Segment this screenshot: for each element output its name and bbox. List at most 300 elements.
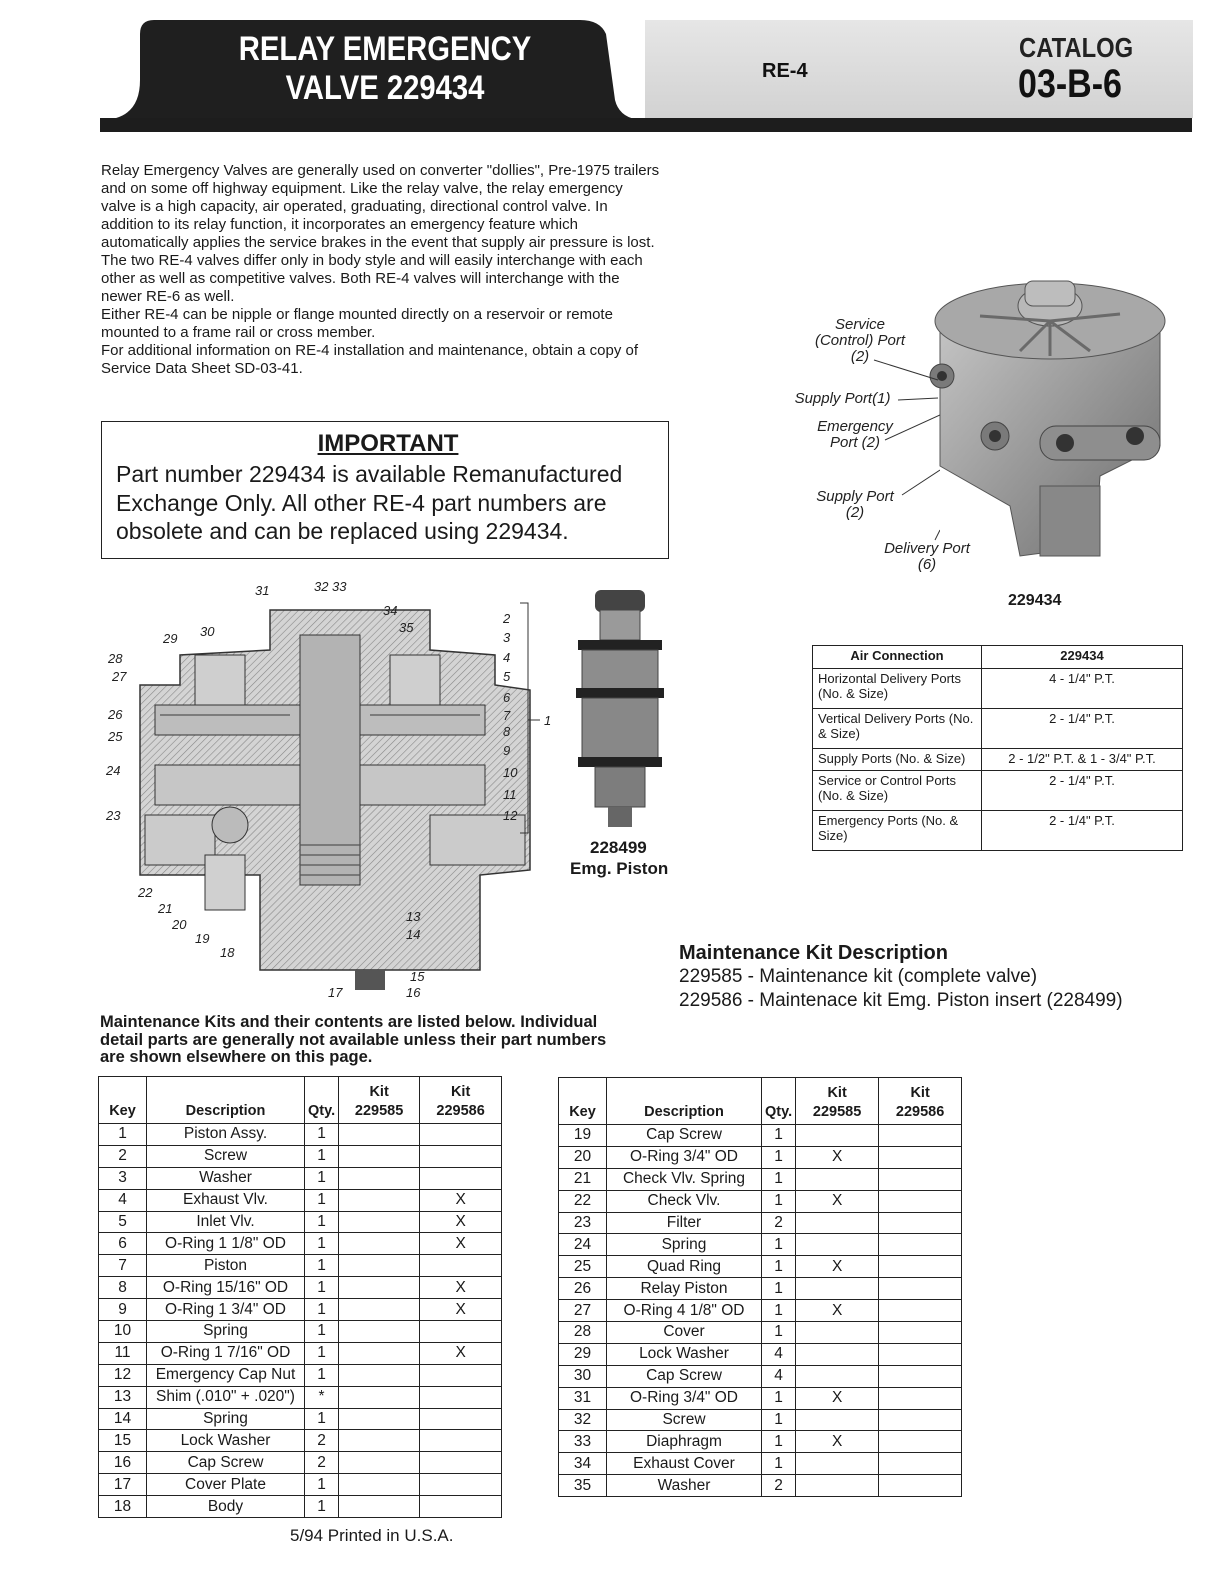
cell-key: 28 <box>559 1322 607 1344</box>
cell-qty: 1 <box>762 1387 796 1409</box>
label-delivery-port: Delivery Port (6) <box>884 540 970 573</box>
air-table-cell: 2 - 1/4" P.T. <box>982 709 1183 749</box>
air-table-cell: 2 - 1/4" P.T. <box>982 811 1183 851</box>
air-table-cell: Service or Control Ports (No. & Size) <box>813 771 982 811</box>
svg-text:14: 14 <box>406 927 421 942</box>
cell-description: Exhaust Vlv. <box>147 1189 305 1211</box>
valve-cross-section-diagram <box>100 575 560 1005</box>
col-kit1: Kit 229585 <box>339 1077 420 1124</box>
svg-text:11: 11 <box>503 787 517 802</box>
table-row <box>559 1278 962 1300</box>
cell-description: Quad Ring <box>607 1256 762 1278</box>
cell-key: 15 <box>99 1430 147 1452</box>
intro-text <box>101 162 661 378</box>
table-row <box>559 1343 962 1365</box>
cell-kit2: X <box>420 1189 502 1211</box>
cell-key: 32 <box>559 1409 607 1431</box>
svg-text:33: 33 <box>332 579 347 594</box>
cell-kit1 <box>796 1322 879 1344</box>
cell-kit1 <box>339 1124 420 1146</box>
table-row <box>99 1321 502 1343</box>
col-kit1: Kit 229585 <box>796 1078 879 1125</box>
intro-paragraph: Relay Emergency Valves are generally used on converter "dollies", Pre-1975 trailers and on some off highway equipment. Like the relay valve, the relay emergency valve is a high capacity, air operated, graduating, directional control valve. In addition to its relay function, it incorporates an emergency feature which automatically applies the service brakes in the event that supply air pressure is lost. <box>101 162 660 251</box>
cell-key: 26 <box>559 1278 607 1300</box>
col-key: Key <box>99 1077 147 1124</box>
cell-key: 24 <box>559 1234 607 1256</box>
cell-kit2 <box>420 1145 502 1167</box>
table-row <box>99 1342 502 1364</box>
cell-description: Body <box>147 1496 305 1518</box>
table-row <box>559 1234 962 1256</box>
cell-key: 19 <box>559 1125 607 1147</box>
cell-key: 10 <box>99 1321 147 1343</box>
svg-text:9: 9 <box>503 743 511 758</box>
svg-text:1: 1 <box>544 713 552 728</box>
cell-description: Inlet Vlv. <box>147 1211 305 1233</box>
cell-kit2 <box>420 1474 502 1496</box>
cell-kit1 <box>339 1474 420 1496</box>
cell-kit2 <box>879 1212 962 1234</box>
table-row <box>559 1256 962 1278</box>
cell-kit1 <box>339 1189 420 1211</box>
cell-key: 12 <box>99 1364 147 1386</box>
cell-description: Piston Assy. <box>147 1124 305 1146</box>
table-row <box>99 1211 502 1233</box>
cell-qty: 2 <box>762 1475 796 1497</box>
air-table-cell: 2 - 1/4" P.T. <box>982 771 1183 811</box>
cell-description: Shim (.010" + .020") <box>147 1386 305 1408</box>
cell-description: Check Vlv. Spring <box>607 1168 762 1190</box>
cell-description: O-Ring 1 3/4" OD <box>147 1299 305 1321</box>
table-row <box>559 1190 962 1212</box>
cell-kit1 <box>796 1365 879 1387</box>
piston-part-number: 228499 <box>590 838 647 857</box>
cell-key: 25 <box>559 1256 607 1278</box>
col-description: Description <box>147 1077 305 1124</box>
air-table-cell: Vertical Delivery Ports (No. & Size) <box>813 709 982 749</box>
cell-kit2 <box>420 1430 502 1452</box>
catalog-number: 03-B-6 <box>1018 62 1122 106</box>
cell-kit1 <box>339 1408 420 1430</box>
cell-kit1 <box>339 1364 420 1386</box>
cell-qty: 1 <box>762 1125 796 1147</box>
cell-kit1 <box>339 1496 420 1518</box>
photo-caption: 229434 <box>1008 592 1062 609</box>
page-title: RELAY EMERGENCY VALVE 229434 <box>238 30 532 107</box>
cell-qty: 1 <box>762 1190 796 1212</box>
cell-kit2 <box>879 1365 962 1387</box>
table-row <box>99 1189 502 1211</box>
cell-description: O-Ring 15/16" OD <box>147 1277 305 1299</box>
cell-kit1 <box>796 1234 879 1256</box>
important-body: Part number 229434 is available Remanufactured Exchange Only. All other RE-4 part numbers are obsolete and can be replaced using 229434. <box>116 461 623 544</box>
svg-text:23: 23 <box>106 808 121 823</box>
cell-key: 14 <box>99 1408 147 1430</box>
cell-kit2 <box>420 1386 502 1408</box>
cell-description: Spring <box>147 1321 305 1343</box>
kit-description-heading: Maintenance Kit Description <box>679 942 948 964</box>
svg-text:13: 13 <box>406 909 421 924</box>
table-row <box>559 1168 962 1190</box>
cell-qty: 1 <box>305 1233 339 1255</box>
cell-kit1 <box>339 1255 420 1277</box>
cell-description: Lock Washer <box>607 1343 762 1365</box>
air-table-header: 229434 <box>982 646 1183 669</box>
svg-text:35: 35 <box>399 620 414 635</box>
cell-key: 18 <box>99 1496 147 1518</box>
col-description: Description <box>607 1078 762 1125</box>
svg-text:6: 6 <box>503 690 511 705</box>
cell-kit1 <box>796 1125 879 1147</box>
table-row <box>559 1300 962 1322</box>
cell-qty: 1 <box>762 1146 796 1168</box>
cell-description: Lock Washer <box>147 1430 305 1452</box>
cell-kit2 <box>879 1431 962 1453</box>
cell-description: Screw <box>147 1145 305 1167</box>
kit-description-line: 229586 - Maintenace kit Emg. Piston insert (228499) <box>679 990 1123 1011</box>
cell-qty: 1 <box>762 1256 796 1278</box>
cell-key: 22 <box>559 1190 607 1212</box>
cell-qty: 1 <box>305 1255 339 1277</box>
cell-kit2 <box>879 1190 962 1212</box>
table-row <box>99 1299 502 1321</box>
cell-kit1 <box>796 1409 879 1431</box>
table-row <box>559 1212 962 1234</box>
svg-text:2: 2 <box>503 611 511 626</box>
table-row <box>99 1474 502 1496</box>
model-label: RE-4 <box>762 60 808 82</box>
cell-key: 16 <box>99 1452 147 1474</box>
cell-key: 4 <box>99 1189 147 1211</box>
cell-description: Diaphragm <box>607 1431 762 1453</box>
cell-kit1 <box>339 1145 420 1167</box>
cell-kit2 <box>879 1387 962 1409</box>
col-qty: Qty. <box>762 1078 796 1125</box>
cell-key: 1 <box>99 1124 147 1146</box>
cell-key: 6 <box>99 1233 147 1255</box>
cell-description: O-Ring 3/4" OD <box>607 1146 762 1168</box>
cell-kit1 <box>796 1212 879 1234</box>
cell-kit2 <box>879 1343 962 1365</box>
cell-kit2 <box>420 1255 502 1277</box>
kit-description-line: 229585 - Maintenance kit (complete valve) <box>679 966 1038 987</box>
table-row <box>99 1167 502 1189</box>
cell-kit2 <box>879 1409 962 1431</box>
parts-table-left <box>98 1076 502 1518</box>
table-row <box>559 1146 962 1168</box>
cell-qty: 1 <box>305 1211 339 1233</box>
cell-qty: 1 <box>762 1453 796 1475</box>
table-row <box>559 1387 962 1409</box>
cell-kit1 <box>339 1299 420 1321</box>
cell-qty: 1 <box>305 1299 339 1321</box>
cell-qty: 1 <box>305 1496 339 1518</box>
air-table-cell: 2 - 1/2" P.T. & 1 - 3/4" P.T. <box>982 749 1183 771</box>
cell-key: 7 <box>99 1255 147 1277</box>
label-service-port: Service (Control) Port (2) <box>814 316 906 365</box>
col-kit2: Kit 229586 <box>420 1077 502 1124</box>
cell-description: Spring <box>607 1234 762 1256</box>
cell-key: 8 <box>99 1277 147 1299</box>
cell-key: 3 <box>99 1167 147 1189</box>
table-row <box>99 1430 502 1452</box>
label-emergency-port: Emergency Port (2) <box>817 418 893 451</box>
cell-kit2 <box>420 1321 502 1343</box>
intro-paragraph: For additional information on RE-4 installation and maintenance, obtain a copy of Service Data Sheet SD-03-41. <box>101 342 638 377</box>
footer-print-info: 5/94 Printed in U.S.A. <box>290 1526 454 1545</box>
svg-text:7: 7 <box>503 708 511 723</box>
cell-kit1 <box>796 1278 879 1300</box>
svg-text:15: 15 <box>410 969 425 984</box>
cell-description: Screw <box>607 1409 762 1431</box>
cell-description: Cap Screw <box>607 1365 762 1387</box>
emergency-piston-photo <box>570 585 670 830</box>
cell-description: Cover Plate <box>147 1474 305 1496</box>
header-rule <box>100 118 1192 132</box>
svg-text:21: 21 <box>158 901 173 916</box>
cell-description: Washer <box>607 1475 762 1497</box>
svg-text:25: 25 <box>108 729 123 744</box>
cell-kit1 <box>796 1168 879 1190</box>
cell-description: O-Ring 1 7/16" OD <box>147 1342 305 1364</box>
cell-key: 30 <box>559 1365 607 1387</box>
intro-paragraph: The two RE-4 valves differ only in body style and will easily interchange with each other as well as competitive valves. Both RE-4 valves will interchange with the newer RE-6 as well. <box>101 252 643 305</box>
table-row <box>99 1145 502 1167</box>
cell-qty: 1 <box>305 1364 339 1386</box>
cell-key: 2 <box>99 1145 147 1167</box>
air-connection-table <box>812 645 1183 851</box>
cell-kit1 <box>339 1430 420 1452</box>
cell-kit2 <box>879 1125 962 1147</box>
table-row <box>99 1277 502 1299</box>
cell-description: O-Ring 3/4" OD <box>607 1387 762 1409</box>
cell-kit2 <box>879 1322 962 1344</box>
cell-qty: 1 <box>305 1321 339 1343</box>
svg-text:10: 10 <box>503 765 518 780</box>
cell-qty: 1 <box>305 1474 339 1496</box>
cell-key: 35 <box>559 1475 607 1497</box>
cell-qty: 1 <box>305 1189 339 1211</box>
cell-key: 34 <box>559 1453 607 1475</box>
cell-key: 31 <box>559 1387 607 1409</box>
svg-text:4: 4 <box>503 650 511 665</box>
label-supply-port-2: Supply Port (2) <box>816 488 894 521</box>
cell-kit1 <box>339 1277 420 1299</box>
cell-kit2 <box>420 1408 502 1430</box>
cell-kit2 <box>420 1167 502 1189</box>
cell-kit2: X <box>420 1277 502 1299</box>
svg-text:34: 34 <box>383 603 398 618</box>
cell-qty: 4 <box>762 1365 796 1387</box>
intro-paragraph: Either RE-4 can be nipple or flange mounted directly on a reservoir or remote mounted to a frame rail or cross member. <box>101 306 613 341</box>
important-heading: IMPORTANT <box>317 430 459 457</box>
cell-kit2 <box>420 1364 502 1386</box>
col-kit2: Kit 229586 <box>879 1078 962 1125</box>
cell-qty: 1 <box>305 1145 339 1167</box>
cell-qty: 1 <box>762 1168 796 1190</box>
cell-kit2 <box>420 1124 502 1146</box>
cell-kit1 <box>339 1342 420 1364</box>
cell-key: 5 <box>99 1211 147 1233</box>
cell-description: Washer <box>147 1167 305 1189</box>
cell-qty: 1 <box>762 1322 796 1344</box>
table-row <box>99 1408 502 1430</box>
cell-kit2 <box>879 1300 962 1322</box>
cell-kit1 <box>339 1452 420 1474</box>
cell-description: O-Ring 1 1/8" OD <box>147 1233 305 1255</box>
air-table-cell: Horizontal Delivery Ports (No. & Size) <box>813 669 982 709</box>
svg-text:30: 30 <box>200 624 215 639</box>
table-row <box>559 1453 962 1475</box>
cell-kit1 <box>339 1233 420 1255</box>
important-notice <box>101 421 669 559</box>
cell-qty: 1 <box>762 1234 796 1256</box>
cell-kit2: X <box>420 1299 502 1321</box>
svg-text:19: 19 <box>195 931 210 946</box>
cell-kit2: X <box>420 1233 502 1255</box>
cell-qty: 1 <box>762 1409 796 1431</box>
svg-text:16: 16 <box>406 985 421 1000</box>
cell-key: 13 <box>99 1386 147 1408</box>
cell-qty: 1 <box>762 1431 796 1453</box>
cell-qty: 2 <box>305 1452 339 1474</box>
svg-text:24: 24 <box>106 763 121 778</box>
table-row <box>559 1365 962 1387</box>
cell-kit1: X <box>796 1431 879 1453</box>
cell-qty: 1 <box>305 1277 339 1299</box>
cell-qty: 4 <box>762 1343 796 1365</box>
cell-kit1 <box>796 1453 879 1475</box>
cell-description: Piston <box>147 1255 305 1277</box>
cell-key: 23 <box>559 1212 607 1234</box>
svg-text:8: 8 <box>503 724 511 739</box>
parts-note: Maintenance Kits and their contents are listed below. Individual detail parts are generally not available unless their part numbers are shown elsewhere on this page. <box>100 1013 607 1066</box>
cell-kit2: X <box>420 1211 502 1233</box>
piston-name: Emg. Piston <box>570 859 669 878</box>
svg-text:27: 27 <box>112 669 127 684</box>
cell-kit2 <box>420 1496 502 1518</box>
svg-text:18: 18 <box>220 945 235 960</box>
cell-kit2 <box>879 1453 962 1475</box>
cell-kit1 <box>339 1386 420 1408</box>
cell-kit1: X <box>796 1256 879 1278</box>
cell-description: Cover <box>607 1322 762 1344</box>
air-table-header: Air Connection <box>813 646 982 669</box>
col-qty: Qty. <box>305 1077 339 1124</box>
label-supply-port-1: Supply Port(1) <box>794 390 891 407</box>
table-row <box>559 1322 962 1344</box>
cell-description: Cap Screw <box>147 1452 305 1474</box>
table-row <box>99 1452 502 1474</box>
svg-text:5: 5 <box>503 669 511 684</box>
cell-qty: 1 <box>762 1278 796 1300</box>
table-row <box>99 1386 502 1408</box>
parts-table-right <box>558 1077 962 1497</box>
cell-kit2 <box>879 1475 962 1497</box>
cell-qty: 1 <box>305 1124 339 1146</box>
cell-kit2 <box>879 1168 962 1190</box>
cell-description: Cap Screw <box>607 1125 762 1147</box>
cell-qty: 2 <box>762 1212 796 1234</box>
cell-kit2 <box>879 1146 962 1168</box>
cell-description: Spring <box>147 1408 305 1430</box>
svg-text:28: 28 <box>108 651 123 666</box>
air-table-cell: 4 - 1/4" P.T. <box>982 669 1183 709</box>
cell-key: 17 <box>99 1474 147 1496</box>
cell-qty: 1 <box>305 1408 339 1430</box>
cell-kit1 <box>796 1343 879 1365</box>
cell-description: Filter <box>607 1212 762 1234</box>
cell-kit1: X <box>796 1190 879 1212</box>
cell-kit2: X <box>420 1342 502 1364</box>
cell-key: 20 <box>559 1146 607 1168</box>
col-key: Key <box>559 1078 607 1125</box>
table-row <box>99 1496 502 1518</box>
svg-text:3: 3 <box>503 630 511 645</box>
cell-description: O-Ring 4 1/8" OD <box>607 1300 762 1322</box>
cell-kit2 <box>879 1234 962 1256</box>
cell-description: Relay Piston <box>607 1278 762 1300</box>
air-table-cell: Emergency Ports (No. & Size) <box>813 811 982 851</box>
kit-description <box>679 941 1123 1013</box>
svg-text:12: 12 <box>503 808 518 823</box>
svg-text:31: 31 <box>255 583 270 598</box>
table-row <box>99 1255 502 1277</box>
table-row <box>99 1124 502 1146</box>
svg-text:20: 20 <box>172 917 187 932</box>
cell-kit2 <box>879 1256 962 1278</box>
cell-key: 9 <box>99 1299 147 1321</box>
catalog-label: CATALOG <box>1019 32 1134 63</box>
cell-kit1: X <box>796 1300 879 1322</box>
cell-description: Emergency Cap Nut <box>147 1364 305 1386</box>
cell-qty: * <box>305 1386 339 1408</box>
svg-text:17: 17 <box>328 985 343 1000</box>
cell-key: 33 <box>559 1431 607 1453</box>
valve-photo <box>900 276 1190 566</box>
cell-kit1 <box>339 1167 420 1189</box>
cell-qty: 1 <box>305 1342 339 1364</box>
table-row <box>99 1233 502 1255</box>
cell-qty: 2 <box>305 1430 339 1452</box>
svg-text:26: 26 <box>108 707 123 722</box>
cell-kit1: X <box>796 1146 879 1168</box>
cell-kit2 <box>420 1452 502 1474</box>
svg-text:22: 22 <box>138 885 153 900</box>
table-row <box>559 1475 962 1497</box>
table-row <box>99 1364 502 1386</box>
cell-kit1 <box>339 1321 420 1343</box>
svg-text:29: 29 <box>163 631 178 646</box>
table-row <box>559 1431 962 1453</box>
cell-key: 21 <box>559 1168 607 1190</box>
cell-description: Exhaust Cover <box>607 1453 762 1475</box>
cell-key: 27 <box>559 1300 607 1322</box>
cell-key: 29 <box>559 1343 607 1365</box>
cell-key: 11 <box>99 1342 147 1364</box>
cell-kit1 <box>339 1211 420 1233</box>
svg-text:32: 32 <box>314 579 329 594</box>
cell-qty: 1 <box>305 1167 339 1189</box>
cell-description: Check Vlv. <box>607 1190 762 1212</box>
cell-kit1: X <box>796 1387 879 1409</box>
cell-qty: 1 <box>762 1300 796 1322</box>
cell-kit1 <box>796 1475 879 1497</box>
cell-kit2 <box>879 1278 962 1300</box>
table-row <box>559 1125 962 1147</box>
air-table-cell: Supply Ports (No. & Size) <box>813 749 982 771</box>
table-row <box>559 1409 962 1431</box>
